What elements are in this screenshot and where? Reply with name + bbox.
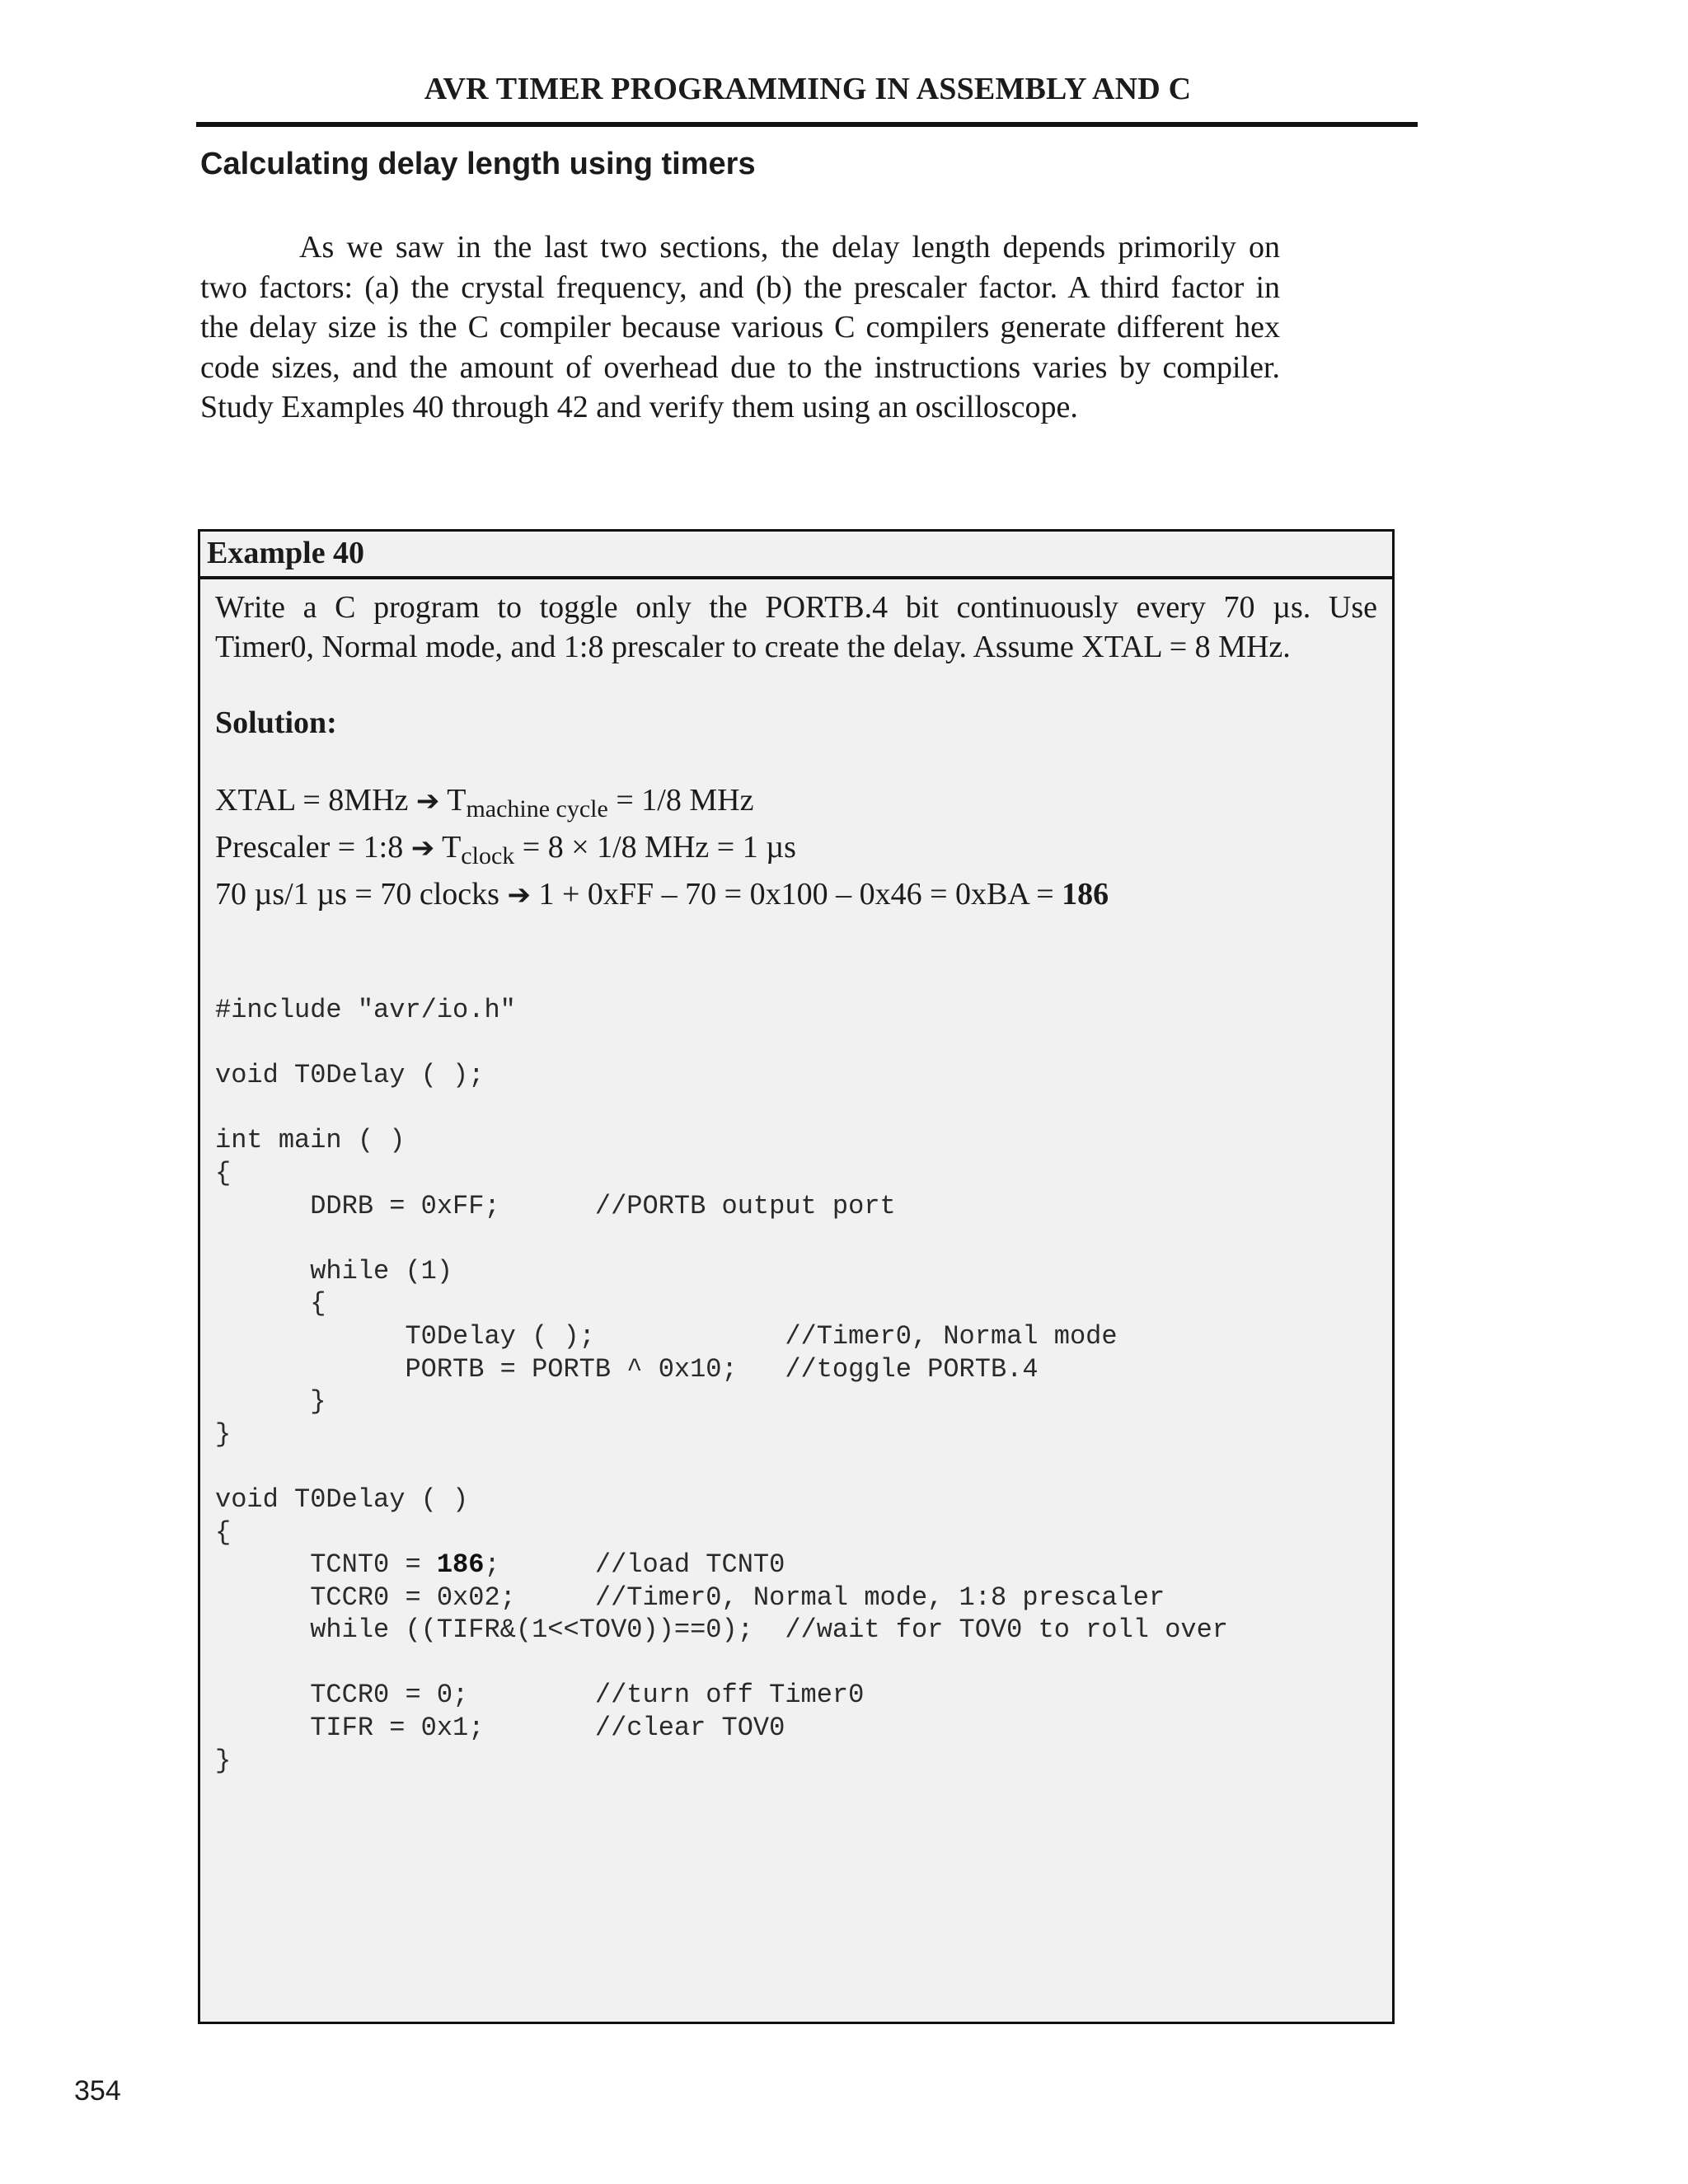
- example-label-bar: [200, 532, 1392, 579]
- code-line: {: [215, 1157, 232, 1188]
- calc-line-2: [215, 824, 1377, 871]
- task-line: Timer0, Normal mode, and 1:8 prescaler to create the delay. Assume XTAL = 8 MHz.: [215, 630, 1291, 664]
- arrow-icon: ➔: [415, 785, 440, 818]
- code-listing: [215, 994, 1377, 1777]
- code-line: TCCR0 = 0; //turn off Timer0: [215, 1680, 865, 1711]
- code-line: {: [215, 1288, 326, 1319]
- page-number: 354: [74, 2075, 121, 2107]
- code-line: TIFR = 0x1; //clear TOV0: [215, 1713, 785, 1744]
- calc-lhs: XTAL = 8MHz: [215, 783, 409, 818]
- calc-result: 186: [1062, 877, 1109, 912]
- intro-line: Study Examples 40 through 42 and verify them using an oscilloscope.: [200, 390, 1078, 424]
- code-line: [215, 1451, 1377, 1483]
- code-line: T0Delay ( ); //Timer0, Normal mode: [215, 1320, 1118, 1352]
- calc-lhs: 70 µs/1 µs = 70 clocks: [215, 877, 499, 912]
- code-fragment: ; //load TCNT0: [484, 1549, 785, 1581]
- intro-line: the delay size is the C compiler because various C compilers generate different hex: [200, 310, 1280, 344]
- calc-lhs: Prescaler = 1:8: [215, 830, 404, 865]
- arrow-icon: ➔: [507, 879, 531, 912]
- section-title: Calculating delay length using timers: [200, 147, 756, 181]
- code-line: DDRB = 0xFF; //PORTB output port: [215, 1190, 896, 1221]
- code-line: [215, 1027, 1377, 1060]
- code-line: TCCR0 = 0x02; //Timer0, Normal mode, 1:8 prescaler: [215, 1582, 1165, 1613]
- code-line: #include "avr/io.h": [215, 995, 516, 1025]
- task-line: Write a C program to toggle only the PORTB.4 bit continuously every 70 µs. Use: [215, 590, 1377, 625]
- code-line: [215, 1092, 1377, 1125]
- code-line: PORTB = PORTB ^ 0x10; //toggle PORTB.4: [215, 1353, 1039, 1385]
- calc-var: T: [447, 783, 467, 818]
- code-line: void T0Delay ( ): [215, 1483, 469, 1515]
- calc-rhs: = 8 × 1/8 MHz = 1 µs: [522, 830, 796, 865]
- calc-subscript: machine cycle: [466, 795, 608, 823]
- example-box: [198, 529, 1395, 2024]
- code-line: }: [215, 1386, 326, 1418]
- solution-label: Solution:: [215, 705, 337, 740]
- code-line: void T0Delay ( );: [215, 1060, 485, 1091]
- code-line: while (1): [215, 1255, 453, 1286]
- calc-rhs: 1 + 0xFF – 70 = 0x100 – 0x46 = 0xBA =: [538, 877, 1054, 912]
- code-line: [215, 1647, 1377, 1680]
- calc-var: T: [442, 830, 462, 865]
- calc-rhs: = 1/8 MHz: [616, 783, 754, 818]
- intro-line: two factors: (a) the crystal frequency, and (b) the prescaler factor. A third factor in: [200, 269, 1280, 305]
- code-line: while ((TIFR&(1<<TOV0))==0); //wait for TOV0 to roll over: [215, 1615, 1228, 1646]
- example-content: [215, 588, 1377, 1777]
- code-line: }: [215, 1418, 232, 1450]
- running-head: AVR TIMER PROGRAMMING IN ASSEMBLY AND C: [424, 72, 1192, 106]
- header-rule: [196, 122, 1418, 127]
- calc-line-1: [215, 777, 1377, 824]
- intro-paragraph: [200, 227, 1280, 428]
- intro-line: code sizes, and the amount of overhead due to the instructions varies by compiler.: [200, 349, 1280, 385]
- calc-line-3: [215, 871, 1377, 918]
- code-fragment: TCNT0 =: [215, 1549, 437, 1581]
- example-label: Example 40: [207, 536, 365, 570]
- code-line-tcnt0: [215, 1549, 1377, 1582]
- calc-subscript: clock: [461, 842, 515, 869]
- code-line: }: [215, 1745, 232, 1776]
- intro-line: As we saw in the last two sections, the delay length depends primorily on: [299, 230, 1280, 265]
- tcnt0-value: 186: [436, 1549, 485, 1581]
- code-line: {: [215, 1516, 232, 1548]
- calculation-block: [215, 777, 1377, 918]
- arrow-icon: ➔: [410, 832, 435, 865]
- example-task: [215, 588, 1377, 667]
- code-line: [215, 1222, 1377, 1255]
- code-line: int main ( ): [215, 1125, 406, 1156]
